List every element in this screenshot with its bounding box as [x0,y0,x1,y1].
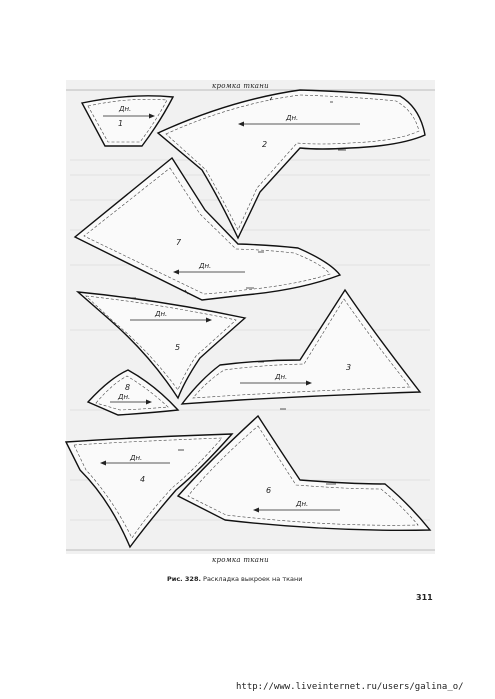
grain-label: Дн. [118,393,131,401]
pattern-piece-1 [82,96,173,146]
pattern-piece-6 [178,416,430,530]
piece-number: 5 [175,343,181,352]
grain-label: Дн. [119,105,132,113]
piece-number: 8 [125,383,131,392]
caption-text: Раскладка выкроек на ткани [203,575,303,583]
source-url-link[interactable]: http://www.liveinternet.ru/users/galina_o/ [236,682,464,692]
page-number: 311 [416,593,433,602]
grain-label: Дн. [199,262,212,270]
grain-label: Дн. [286,114,299,122]
figure-caption [167,575,303,583]
grain-label: Дн. [296,500,309,508]
piece-number: 2 [262,140,268,149]
piece-number: 7 [176,238,182,247]
piece-number: 3 [346,363,352,372]
piece-number: 1 [118,119,124,128]
selvedge-label-top: кромка ткани [212,82,269,90]
pattern-piece-3 [182,290,420,409]
grain-label: Дн. [130,454,143,462]
figure-ref: Рис. 328. [167,575,201,583]
piece-number: 6 [266,486,272,495]
grain-label: Дн. [155,310,168,318]
piece-number: 4 [140,475,146,484]
selvedge-label-bottom: кромка ткани [212,556,269,564]
grain-label: Дн. [275,373,288,381]
